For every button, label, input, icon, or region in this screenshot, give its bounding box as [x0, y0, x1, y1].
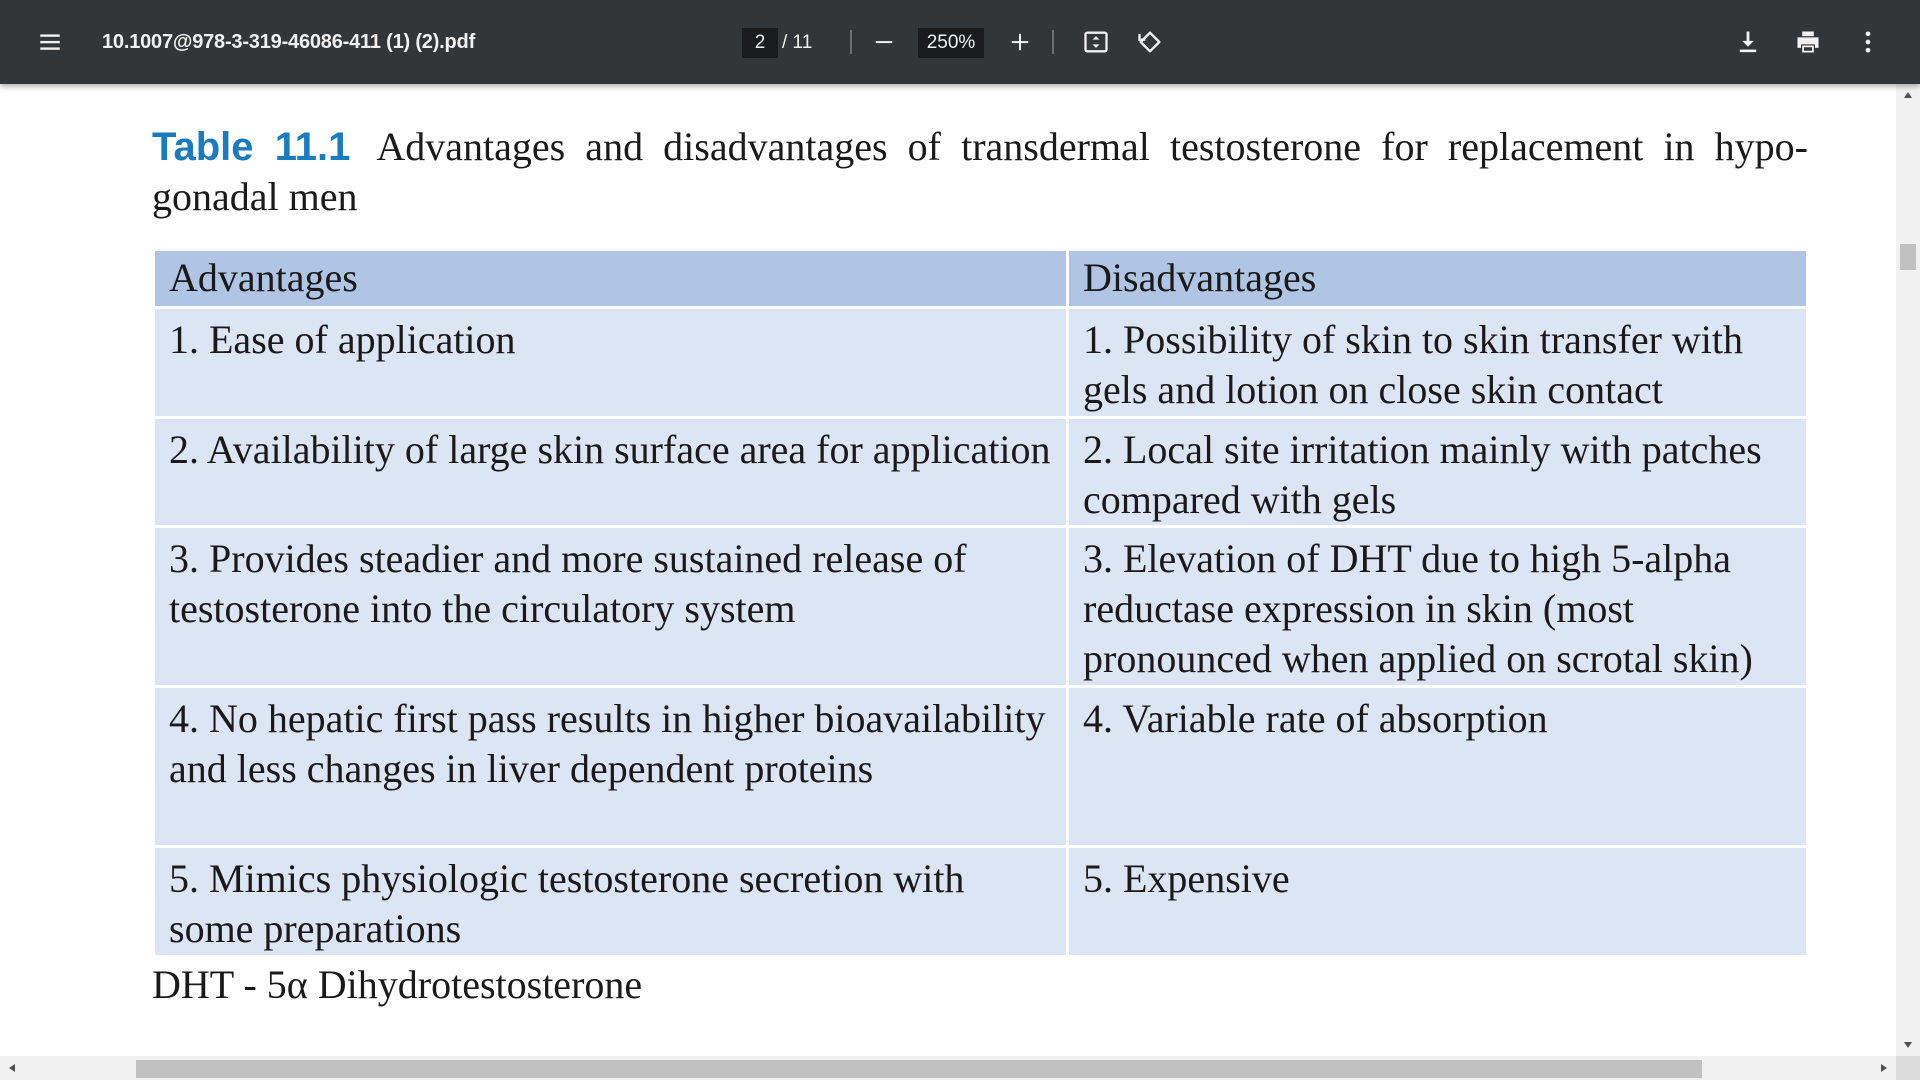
table-row	[154, 687, 1808, 847]
document-title: 10.1007@978-3-319-46086-411 (1) (2).pdf	[102, 31, 476, 53]
caption-label: Table 11.1	[152, 125, 351, 169]
toolbar-divider	[850, 30, 852, 54]
print-icon	[1794, 28, 1822, 56]
page-number-input[interactable]	[742, 28, 778, 58]
arrow-down-icon	[1903, 1041, 1913, 1049]
table-row	[154, 847, 1808, 957]
scrollbar-corner	[1896, 1056, 1920, 1080]
vertical-scrollbar[interactable]	[1896, 84, 1920, 1056]
scroll-right-button[interactable]	[1872, 1056, 1896, 1080]
page-total: / 11	[782, 32, 813, 53]
download-icon	[1734, 28, 1762, 56]
zoom-in-button[interactable]	[1000, 24, 1040, 60]
table-caption	[152, 122, 1808, 222]
zoom-out-button[interactable]	[864, 24, 904, 60]
table-row	[154, 308, 1808, 418]
minus-icon	[873, 31, 895, 53]
fit-to-page-button[interactable]	[1076, 22, 1116, 62]
arrow-right-icon	[1880, 1063, 1888, 1073]
table-footnote: DHT - 5α Dihydrotestosterone	[152, 962, 643, 1007]
advantage-cell: 4. No hepatic first pass results in higher bioavailability and less changes in liver dependent proteins	[154, 687, 1068, 847]
menu-icon	[37, 29, 63, 55]
advantage-cell: 2. Availability of large skin surface area for application	[154, 418, 1068, 527]
pdf-toolbar	[0, 0, 1920, 84]
advantage-cell: 3. Provides steadier and more sustained release of testosterone into the circulatory system	[154, 527, 1068, 687]
fit-to-page-icon	[1082, 28, 1110, 56]
menu-button[interactable]	[30, 22, 70, 62]
disadvantage-cell: 2. Local site irritation mainly with patches compared with gels	[1068, 418, 1808, 527]
more-vertical-icon	[1854, 28, 1882, 56]
zoom-level-input[interactable]	[918, 28, 984, 58]
rotate-icon	[1136, 28, 1164, 56]
advantage-cell: 5. Mimics physiologic testosterone secretion with some preparations	[154, 847, 1068, 957]
disadvantage-cell: 4. Variable rate of absorption	[1068, 687, 1808, 847]
column-header-disadvantages: Disadvantages	[1068, 250, 1808, 308]
download-button[interactable]	[1728, 22, 1768, 62]
data-table	[152, 248, 1809, 958]
arrow-left-icon	[8, 1063, 16, 1073]
horizontal-scrollbar[interactable]	[0, 1056, 1896, 1080]
pdf-viewer	[0, 84, 1896, 1056]
arrow-up-icon	[1903, 91, 1913, 99]
horizontal-scrollbar-thumb[interactable]	[136, 1060, 1702, 1078]
scroll-down-button[interactable]	[1896, 1034, 1920, 1056]
scroll-left-button[interactable]	[0, 1056, 24, 1080]
print-button[interactable]	[1788, 22, 1828, 62]
vertical-scrollbar-thumb[interactable]	[1900, 244, 1916, 270]
plus-icon	[1009, 31, 1031, 53]
caption-text: Advantages and disadvantages of transdermal testosterone for replacement in hypogonadal men	[152, 124, 1808, 219]
column-header-advantages: Advantages	[154, 250, 1068, 308]
advantage-cell: 1. Ease of application	[154, 308, 1068, 418]
toolbar-divider	[1052, 30, 1054, 54]
scroll-up-button[interactable]	[1896, 84, 1920, 106]
disadvantage-cell: 5. Expensive	[1068, 847, 1808, 957]
table-row	[154, 527, 1808, 687]
disadvantage-cell: 1. Possibility of skin to skin transfer with gels and lotion on close skin contact	[1068, 308, 1808, 418]
table-header-row	[154, 250, 1808, 308]
rotate-button[interactable]	[1130, 22, 1170, 62]
table-row	[154, 418, 1808, 527]
more-options-button[interactable]	[1848, 22, 1888, 62]
disadvantage-cell: 3. Elevation of DHT due to high 5-alpha reductase expression in skin (most pronounced when applied on scrotal skin)	[1068, 527, 1808, 687]
